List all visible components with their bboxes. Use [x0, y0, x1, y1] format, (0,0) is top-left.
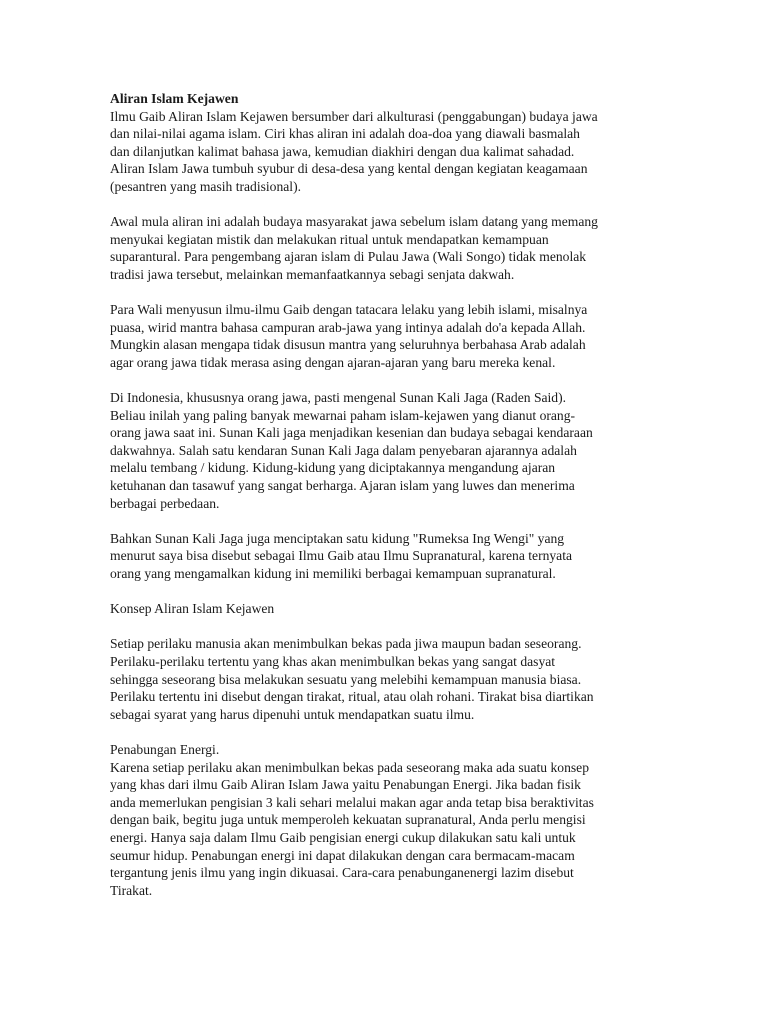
- document-title: Aliran Islam Kejawen: [110, 91, 239, 106]
- paragraph-3: Para Wali menyusun ilmu-ilmu Gaib dengan tatacara lelaku yang lebih islami, misalnya puasa, wirid mantra bahasa campuran arab-jawa yang intinya adalah do'a kepada Allah. Mungkin alasan mengapa tidak disusun mantra yang seluruhnya berbahasa Arab adalah agar orang jawa tidak merasa asing dengan ajaran-ajaran yang baru mereka kenal.: [110, 302, 588, 370]
- sub-paragraph: Karena setiap perilaku akan menimbulkan bekas pada seseorang maka ada suatu konsep yang khas dari ilmu Gaib Aliran Islam Jawa yaitu Penabungan Energi. Jika badan fisik anda memerlukan pengisian 3 kali sehari melalui makan agar anda tetap bisa beraktivitas dengan baik, begitu juga untuk memperoleh kekuatan supranatural, Anda perlu mengisi energi. Hanya saja dalam Ilmu Gaib pengisian energi cukup dilakukan satu kali untuk seumur hidup. Penabungan energi ini dapat dilakukan dengan cara bermacam-macam tergantung jenis ilmu yang ingin dikuasai. Cara-cara penabunganenergi lazim disebut Tirakat.: [110, 759, 594, 898]
- document-body: [110, 90, 650, 917]
- subheading: Penabungan Energi.: [110, 741, 220, 757]
- paragraph-5: Bahkan Sunan Kali Jaga juga menciptakan satu kidung "Rumeksa Ing Wengi" yang menurut saya bisa disebut sebagai Ilmu Gaib atau Ilmu Supranatural, karena ternyata orang yang mengamalkan kidung ini memiliki berbagai kemampuan supranatural.: [110, 530, 573, 582]
- section-heading: Konsep Aliran Islam Kejawen: [110, 601, 275, 617]
- paragraph-4: Di Indonesia, khususnya orang jawa, pasti mengenal Sunan Kali Jaga (Raden Said). Beliau inilah yang paling banyak mewarnai paham islam-kejawen yang dianut orang- orang jawa saat ini. Sunan Kali jaga menjadikan kesenian dan budaya sebagai kendaraan dakwahnya. Salah satu kendaran Sunan Kali Jaga dalam penyebaran ajarannya adalah melalu tembang / kidung. Kidung-kidung yang diciptakannya mengandung ajaran ketuhanan dan tasawuf yang sangat berharga. Ajaran islam yang luwes dan menerima berbagai perbedaan.: [110, 390, 593, 511]
- section-paragraph: Setiap perilaku manusia akan menimbulkan bekas pada jiwa maupun badan seseorang. Perilaku-perilaku tertentu yang khas akan menimbulkan bekas yang sangat dasyat sehingga seseorang bisa melakukan sesuatu yang melebihi kemampuan manusia biasa. Perilaku tertentu ini disebut dengan tirakat, ritual, atau olah rohani. Tirakat bisa diartikan sebagai syarat yang harus dipenuhi untuk mendapatkan suatu ilmu.: [110, 636, 594, 722]
- paragraph-1: Ilmu Gaib Aliran Islam Kejawen bersumber dari alkulturasi (penggabungan) budaya jawa dan nilai-nilai agama islam. Ciri khas aliran ini adalah doa-doa yang diawali basmalah dan dilanjutkan kalimat bahasa jawa, kemudian diakhiri dengan dua kalimat sahadad. Aliran Islam Jawa tumbuh syubur di desa-desa yang kental dengan kegiatan keagamaan (pesantren yang masih tradisional).: [110, 108, 598, 194]
- paragraph-2: Awal mula aliran ini adalah budaya masyarakat jawa sebelum islam datang yang memang menyukai kegiatan mistik dan melakukan ritual untuk mendapatkan kemampuan suparantural. Para pengembang ajaran islam di Pulau Jawa (Wali Songo) tidak menolak tradisi jawa tersebut, melainkan memanfaatkannya sebagi senjata dakwah.: [110, 214, 598, 282]
